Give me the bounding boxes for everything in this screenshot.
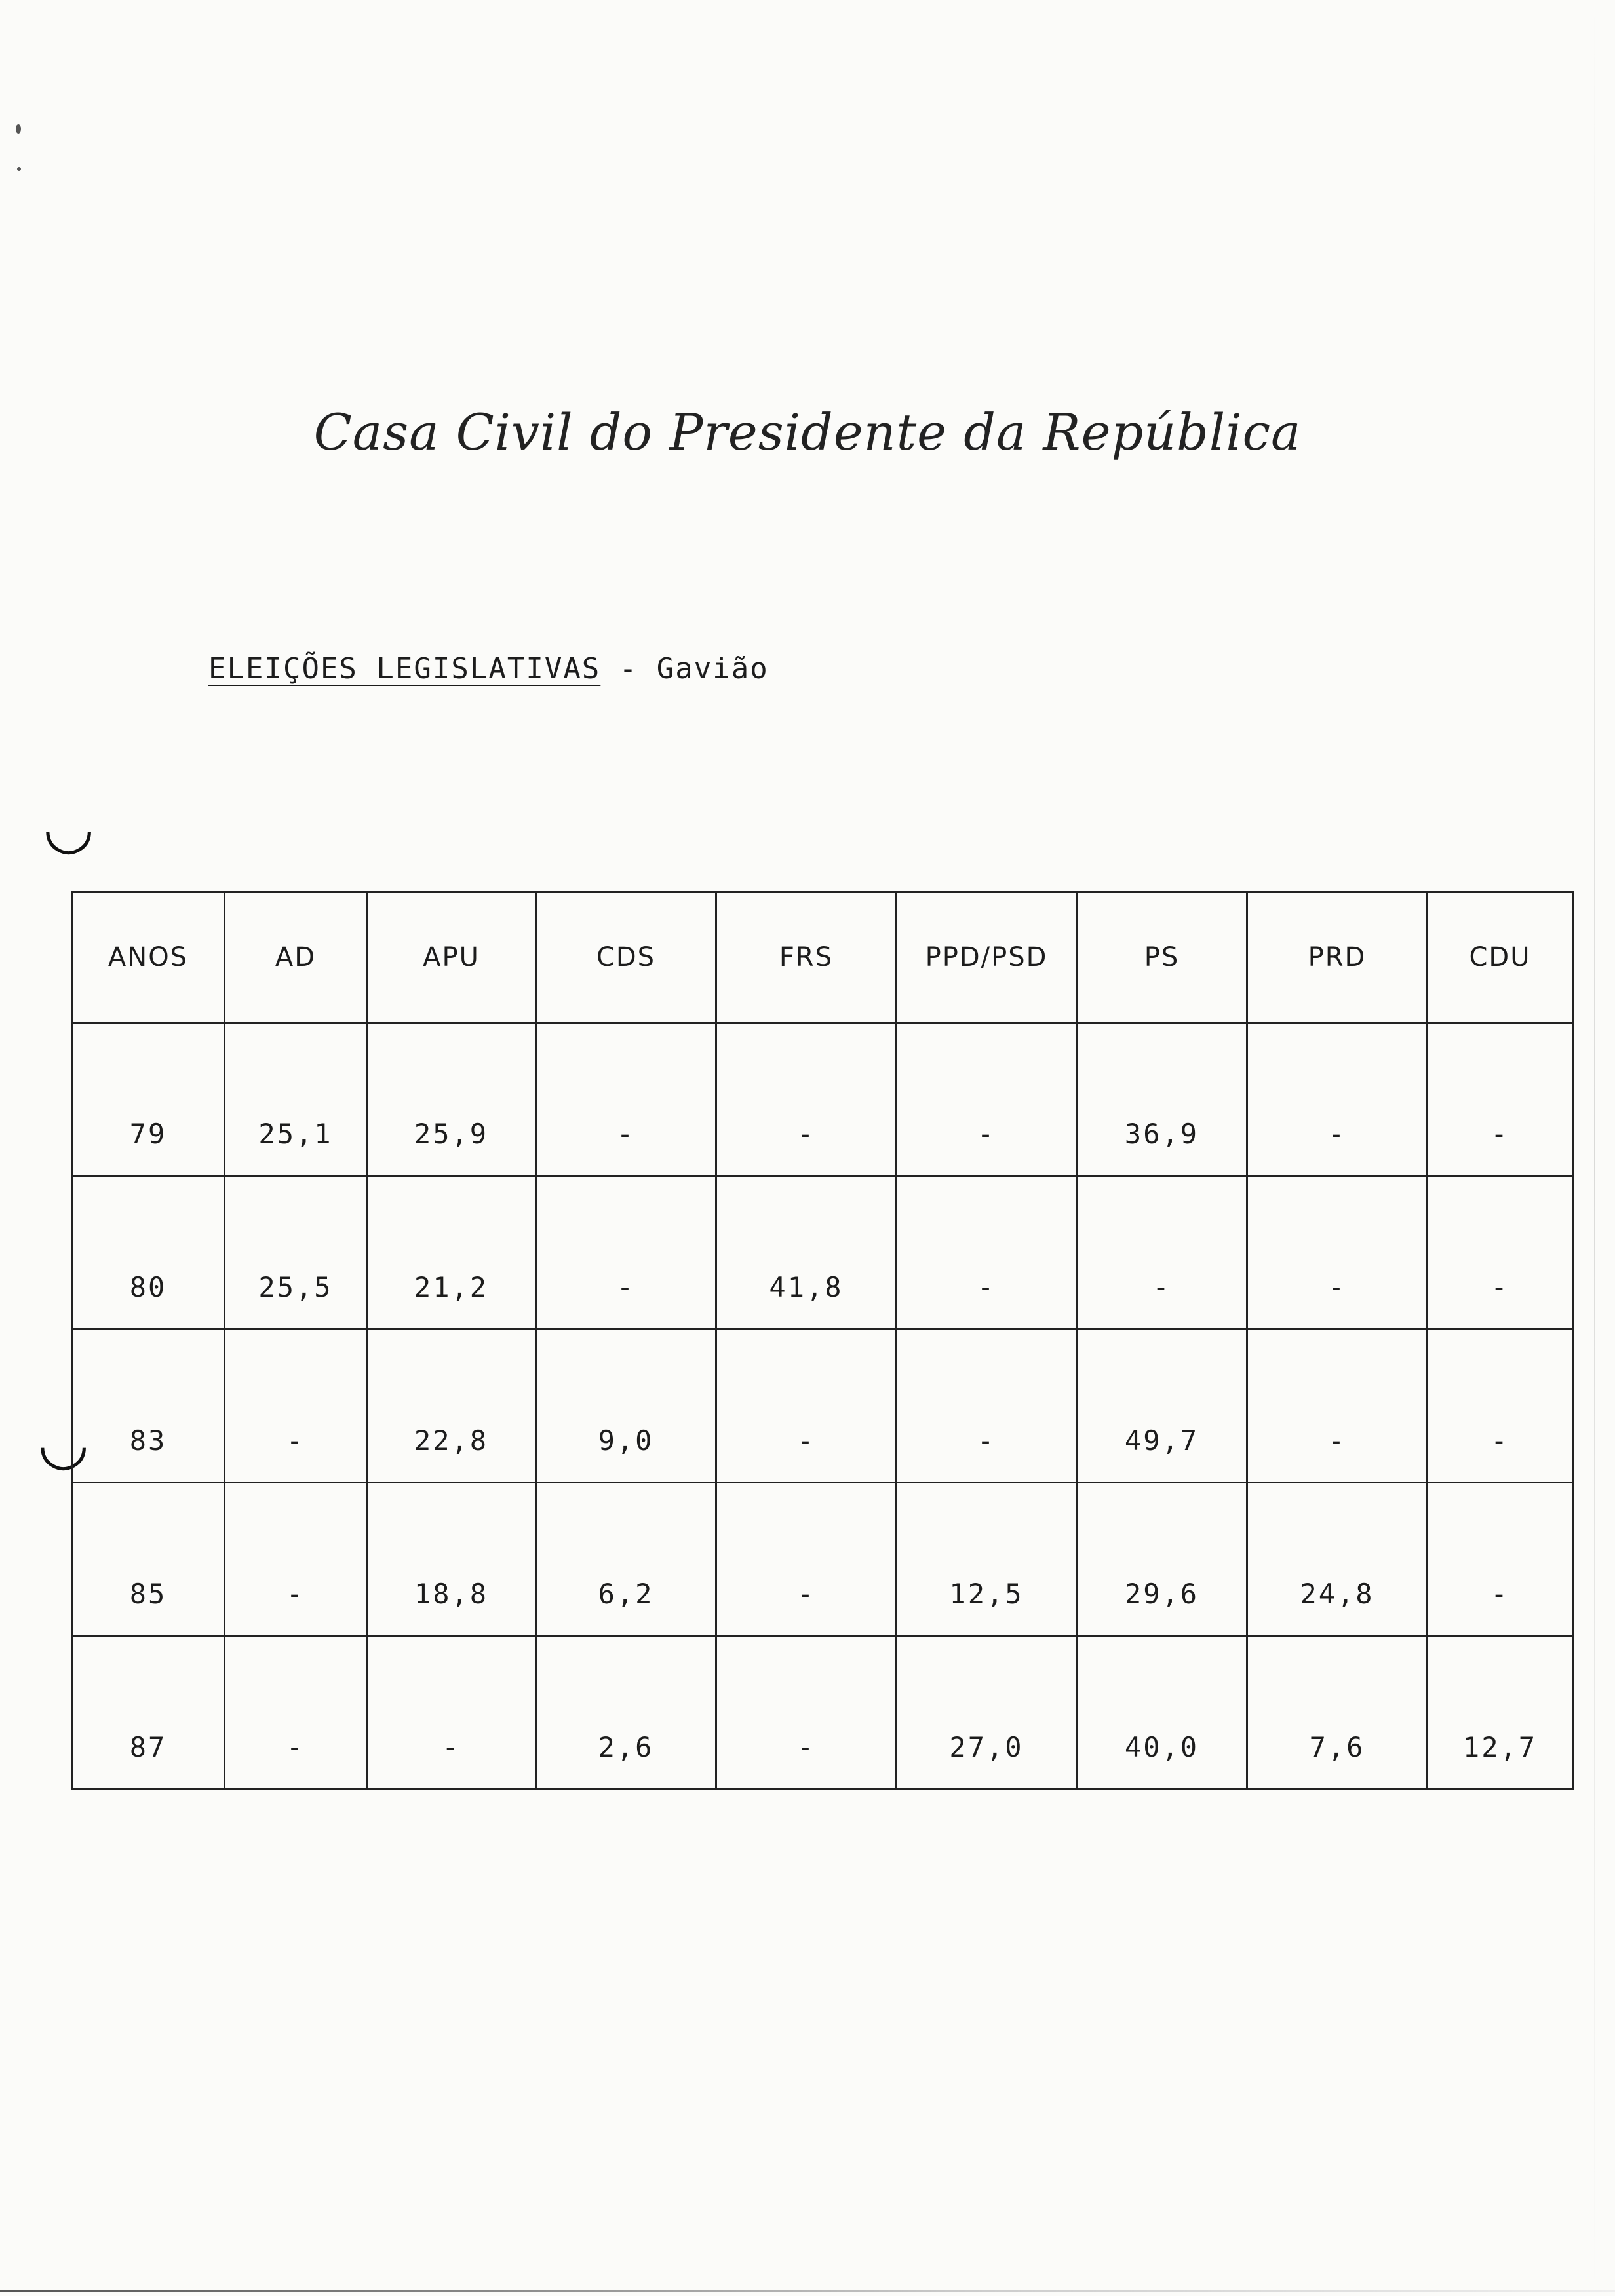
table-cell: 12,5 <box>897 1483 1077 1636</box>
table-cell: 12,7 <box>1428 1636 1573 1789</box>
table-row <box>72 1330 1573 1483</box>
table-cell: - <box>1247 1176 1428 1330</box>
table-cell: 2,6 <box>536 1636 716 1789</box>
table-cell: 36,9 <box>1077 1023 1247 1176</box>
table-row <box>72 1636 1573 1789</box>
header-cell-anos: ANOS <box>72 892 225 1023</box>
table-cell: 22,8 <box>367 1330 536 1483</box>
punch-hole-mark-top: ◡ <box>46 793 92 862</box>
header-cell-frs: FRS <box>716 892 897 1023</box>
table-row <box>72 1176 1573 1330</box>
table-cell: 18,8 <box>367 1483 536 1636</box>
table-row <box>72 1483 1573 1636</box>
scan-speck <box>16 124 21 134</box>
table-cell: - <box>225 1636 367 1789</box>
table-cell: - <box>1428 1176 1573 1330</box>
letterhead: Casa Civil do Presidente da República <box>313 403 1302 461</box>
header-cell-cdu: CDU <box>1428 892 1573 1023</box>
table-cell: 41,8 <box>716 1176 897 1330</box>
table-cell: 6,2 <box>536 1483 716 1636</box>
table-cell: 80 <box>72 1176 225 1330</box>
heading-place: Gavião <box>656 652 769 685</box>
header-cell-ad: AD <box>225 892 367 1023</box>
table-cell: 27,0 <box>897 1636 1077 1789</box>
table-cell: 29,6 <box>1077 1483 1247 1636</box>
header-cell-ps: PS <box>1077 892 1247 1023</box>
table-cell: - <box>897 1023 1077 1176</box>
header-cell-ppd-psd: PPD/PSD <box>897 892 1077 1023</box>
table-cell: - <box>897 1176 1077 1330</box>
table-cell: - <box>1247 1023 1428 1176</box>
scan-edge-shadow <box>1594 0 1595 2296</box>
table-cell: 9,0 <box>536 1330 716 1483</box>
table-cell: - <box>367 1636 536 1789</box>
table-cell: 40,0 <box>1077 1636 1247 1789</box>
table-cell: - <box>1247 1330 1428 1483</box>
table-cell: - <box>1428 1023 1573 1176</box>
table-cell: - <box>225 1483 367 1636</box>
document-heading <box>208 652 769 685</box>
header-cell-apu: APU <box>367 892 536 1023</box>
table-cell: 24,8 <box>1247 1483 1428 1636</box>
table-cell: - <box>716 1023 897 1176</box>
table-cell: 25,5 <box>225 1176 367 1330</box>
heading-separator: - <box>619 652 638 685</box>
scan-speck <box>17 167 21 171</box>
heading-title: ELEIÇÕES LEGISLATIVAS <box>208 652 601 685</box>
table-cell: 25,9 <box>367 1023 536 1176</box>
header-cell-prd: PRD <box>1247 892 1428 1023</box>
table-cell: - <box>225 1330 367 1483</box>
table-cell: 49,7 <box>1077 1330 1247 1483</box>
table-row <box>72 1023 1573 1176</box>
table-cell: - <box>1428 1483 1573 1636</box>
scan-bottom-edge <box>0 2290 1615 2292</box>
table-cell: 25,1 <box>225 1023 367 1176</box>
table-cell: - <box>536 1176 716 1330</box>
table-header-row <box>72 892 1573 1023</box>
table-cell: 85 <box>72 1483 225 1636</box>
punch-hole-mark-bottom: ◡ <box>41 1409 87 1478</box>
table-cell: 87 <box>72 1636 225 1789</box>
table-cell: - <box>1077 1176 1247 1330</box>
table-cell: - <box>536 1023 716 1176</box>
table-cell: - <box>716 1483 897 1636</box>
table-cell: 7,6 <box>1247 1636 1428 1789</box>
header-cell-cds: CDS <box>536 892 716 1023</box>
table-cell: - <box>897 1330 1077 1483</box>
table-cell: 79 <box>72 1023 225 1176</box>
table-cell: - <box>716 1330 897 1483</box>
table-cell: 83 <box>72 1330 225 1483</box>
table-cell: 21,2 <box>367 1176 536 1330</box>
election-results-table <box>71 891 1574 1790</box>
table-cell: - <box>1428 1330 1573 1483</box>
table-cell: - <box>716 1636 897 1789</box>
